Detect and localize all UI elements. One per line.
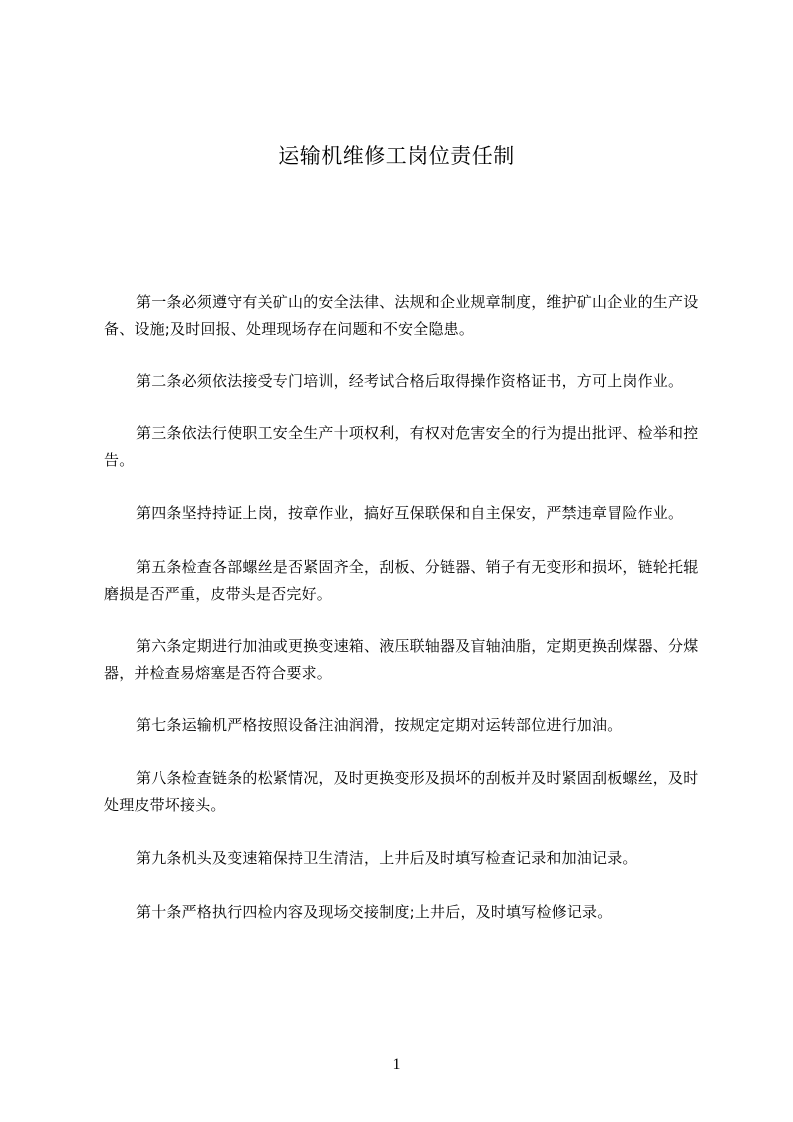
document-title: 运输机维修工岗位责任制 [278,144,515,168]
clause-1: 第一条必须遵守有关矿山的安全法律、法规和企业规章制度，维护矿山企业的生产设备、设施;及时回报、处理现场存在问题和不安全隐患。 [104,293,699,338]
clause-7: 第七条运输机严格按照设备注油润滑，按规定定期对运转部位进行加油。 [136,716,623,734]
clause-5: 第五条检查各部螺丝是否紧固齐全，刮板、分链器、销子有无变形和损坏，链轮托辊磨损是否严重，皮带头是否完好。 [104,558,699,603]
clause-6: 第六条定期进行加油或更换变速箱、液压联轴器及盲轴油脂，定期更换刮煤器、分煤器，并检查易熔塞是否符合要求。 [104,637,699,682]
clause-2: 第二条必须依法接受专门培训，经考试合格后取得操作资格证书，方可上岗作业。 [136,372,684,390]
clause-8: 第八条检查链条的松紧情况，及时更换变形及损坏的刮板并及时紧固刮板螺丝，及时处理皮带坏接头。 [104,769,699,814]
clause-4: 第四条坚持持证上岗，按章作业，搞好互保联保和自主保安，严禁违章冒险作业。 [136,504,684,522]
page-number: 1 [392,1056,401,1073]
clause-10: 第十条严格执行四检内容及现场交接制度;上井后，及时填写检修记录。 [136,903,613,921]
clause-3: 第三条依法行使职工安全生产十项权利，有权对危害安全的行为提出批评、检举和控告。 [104,424,699,469]
clause-9: 第九条机头及变速箱保持卫生清洁，上井后及时填写检查记录和加油记录。 [136,849,638,867]
